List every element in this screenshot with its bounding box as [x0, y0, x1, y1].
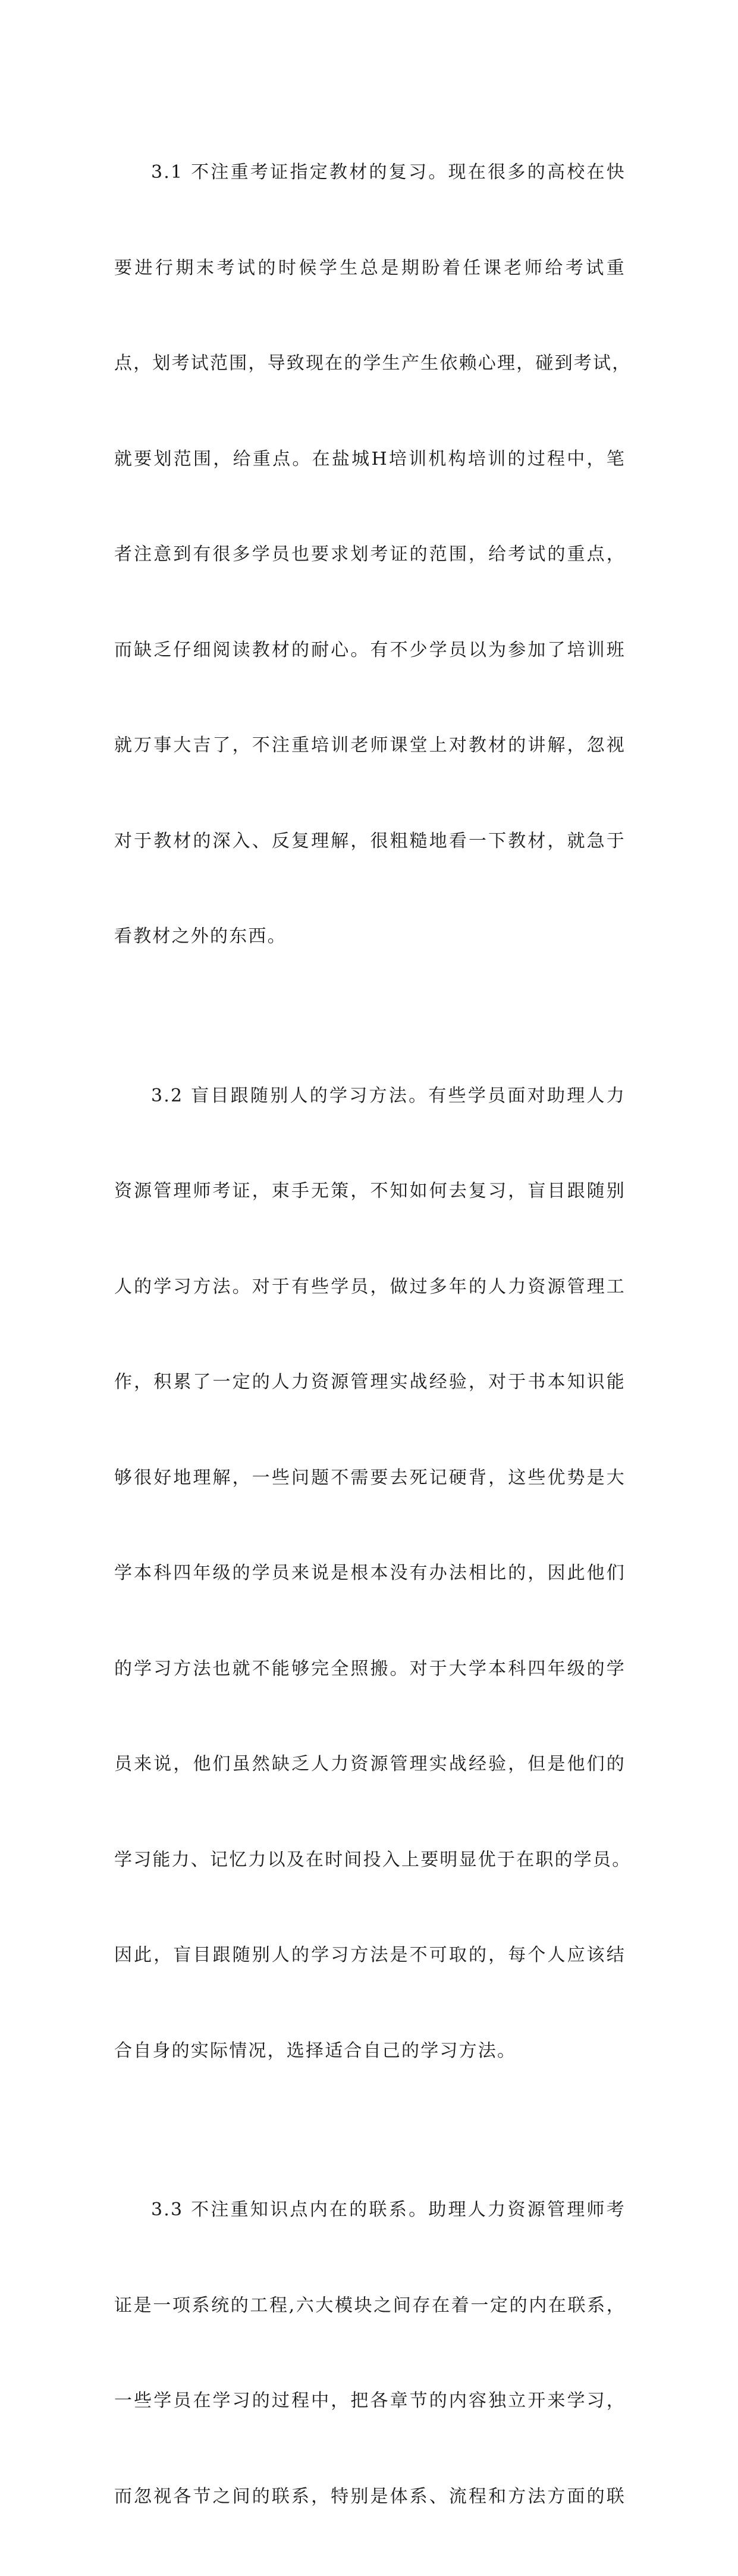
- text-line: 因此，盲目跟随别人的学习方法是不可取的，每个人应该结: [114, 1945, 626, 1965]
- text-line: 3.2 盲目跟随别人的学习方法。有些学员面对助理人力: [151, 1085, 626, 1106]
- text-line: 证是一项系统的工程,六大模块之间存在着一定的内在联系，: [114, 2295, 626, 2316]
- text-line: 资源管理师考证，束手无策，不知如何去复习，盲目跟随别: [114, 1181, 626, 1201]
- paragraph-3-3: [114, 2130, 626, 2576]
- text-line: 作，积累了一定的人力资源管理实战经验，对于书本知识能: [114, 1372, 626, 1392]
- text-line: 而缺乏仔细阅读教材的耐心。有不少学员以为参加了培训班: [114, 639, 626, 661]
- text-line: 合自身的实际情况，选择适合自己的学习方法。: [114, 2040, 517, 2061]
- document-body: [114, 93, 632, 2576]
- text-line: 3.1 不注重考证指定教材的复习。现在很多的高校在快: [151, 162, 626, 183]
- text-line: 而忽视各节之间的联系，特别是体系、流程和方法方面的联: [114, 2486, 626, 2507]
- text-line: 学习能力、记忆力以及在时间投入上要明显优于在职的学员。: [114, 1849, 632, 1870]
- text-line: 者注意到有很多学员也要求划考证的范围，给考试的重点，: [114, 544, 626, 565]
- paragraph-3-2: [114, 1016, 632, 2131]
- text-line: 就要划范围，给重点。在盐城H培训机构培训的过程中，笔: [114, 448, 626, 469]
- text-line: 的学习方法也就不能够完全照搬。对于大学本科四年级的学: [114, 1658, 626, 1679]
- text-line: 员来说，他们虽然缺乏人力资源管理实战经验，但是他们的: [114, 1754, 626, 1774]
- text-line: 就万事大吉了，不注重培训老师课堂上对教材的讲解，忽视: [114, 735, 626, 756]
- paragraph-3-1: [114, 93, 632, 1016]
- text-line: 人的学习方法。对于有些学员，做过多年的人力资源管理工: [114, 1276, 626, 1297]
- text-line: 点，划考试范围，导致现在的学生产生依赖心理，碰到考试，: [114, 353, 632, 374]
- text-line: 看教材之外的东西。: [114, 926, 287, 947]
- text-line: 对于教材的深入、反复理解，很粗糙地看一下教材，就急于: [114, 830, 626, 852]
- text-line: 一些学员在学习的过程中，把各章节的内容独立开来学习，: [114, 2390, 626, 2411]
- text-line: 够很好地理解，一些问题不需要去死记硬背，这些优势是大: [114, 1467, 626, 1488]
- text-line: 3.3 不注重知识点内在的联系。助理人力资源管理师考: [151, 2199, 626, 2220]
- text-line: 学本科四年级的学员来说是根本没有办法相比的，因此他们: [114, 1563, 626, 1583]
- text-line: 要进行期末考试的时候学生总是期盼着任课老师给考试重: [114, 257, 626, 278]
